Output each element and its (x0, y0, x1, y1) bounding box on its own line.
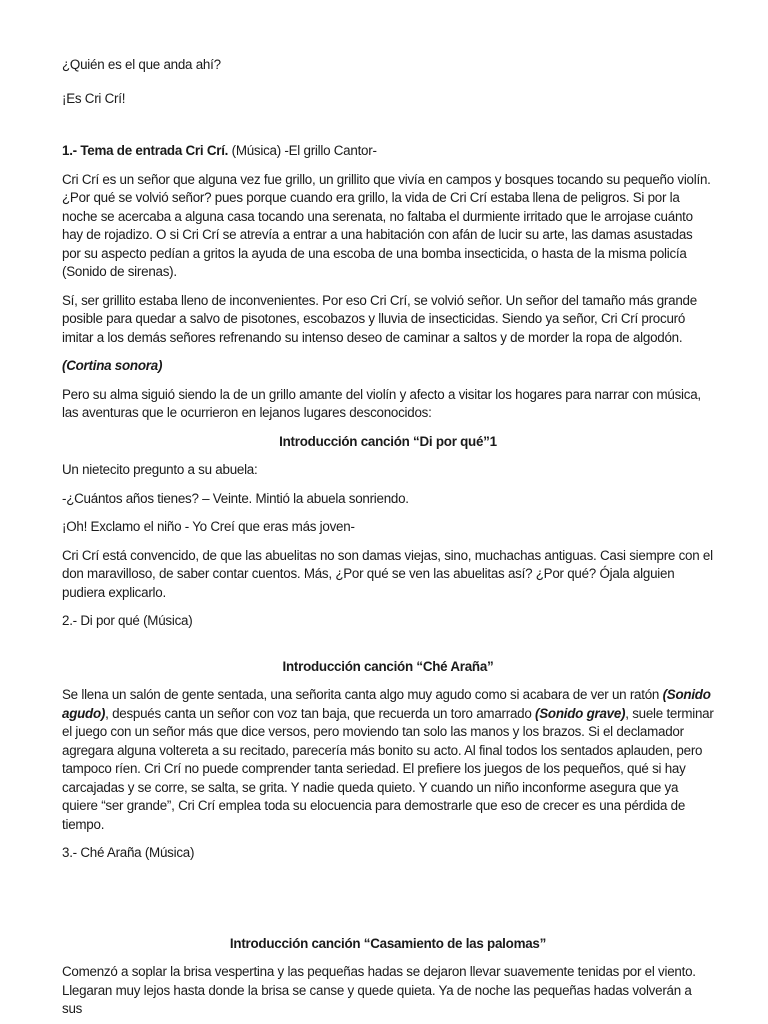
paragraph-grillito: Sí, ser grillito estaba lleno de inconvenientes. Por eso Cri Crí, se volvió señor. Un señor del tamaño más grande posible para quedar a salvo de pisotones, escobazos y lluvia de insecticidas. Siendo ya señor, Cri Crí procuró imitar a los demás señores refrenando su intenso deseo de caminar a saltos y de morder la ropa de algodón. (62, 292, 697, 345)
track-1-title (62, 142, 714, 161)
salon-text-a: Se llena un salón de gente sentada, una señorita canta algo muy agudo como si acabara de ver un ratón (62, 687, 663, 702)
document-page (62, 48, 714, 1019)
paragraph-cuantos-anos: -¿Cuántos años tienes? – Veinte. Mintió la abuela sonriendo. (62, 490, 409, 506)
opening-question: ¿Quién es el que anda ahí? (62, 57, 221, 72)
paragraph-exclamo: ¡Oh! Exclamo el niño - Yo Creí que eras más joven- (62, 519, 355, 534)
track-3-title: 3.- Ché Araña (Música) (62, 845, 195, 860)
paragraph-salon (62, 686, 714, 834)
paragraph-intro-cricri: Cri Crí es un señor que alguna vez fue grillo, un grillito que vivía en campos y bosques tocando su pequeño violín. ¿Por qué se volvió señor? pues porque cuando era grillo, la vida de Cri Crí estaba llena de peligros. Si por la noche se acercaba a alguna casa tocando una serenata, no faltaba el durmiente irritado que le arrojase cuánto hay de rojadizo. O si Cri Crí se atrevía a entrar a una habitación con afán de lucir su arte, las damas asustadas por su aspecto pedían a gritos la ayuda de una escoba de una bomba insecticida, o hasta de la misma policía (Sonido de sirenas). (62, 171, 711, 279)
opening-answer: ¡Es Cri Crí! (62, 90, 126, 106)
salon-text-c: , después canta un señor con voz tan baja, que recuerda un toro amarrado (105, 705, 536, 721)
cortina-sonora: (Cortina sonora) (62, 358, 163, 373)
salon-sonido-grave: (Sonido grave) (535, 705, 626, 721)
salon-text-e: , suele terminar el juego con un señor más que dice versos, pero moviendo tan solo las manos y los brazos. Si el declamador agregara alguna voltereta a su recitado, parecería más bonito su acto. Al final todos los sentados aplauden, pero tampoco ríen. Cri Crí no puede comprender tanta seriedad. El prefiere los juegos de los pequeños, qué si hay carcajadas y se corre, se salta, se grita. Y nadie queda quieto. Y cuando un niño inconforme asegura que ya quiere “ser grande”, Cri Crí emplea toda su elocuencia para demostrarle que eso de crecer es una pérdida de tiempo. (62, 705, 714, 832)
paragraph-abuelitas: Cri Crí está convencido, de que las abuelitas no son damas viejas, sino, muchachas antiguas. Casi siempre con el don maravilloso, de saber contar cuentos. Más, ¿Por qué se ven las abuelitas así? ¿Por qué? Ójala alguien pudiera explicarlo. (62, 547, 713, 600)
track-2-title: 2.- Di por qué (Música) (62, 613, 193, 628)
track-1-title-bold: 1.- Tema de entrada Cri Crí. (62, 143, 229, 158)
heading-di-por-que: Introducción canción “Di por qué”1 (279, 433, 497, 449)
paragraph-alma: Pero su alma siguió siendo la de un grillo amante del violín y afecto a visitar los hogares para narrar con música, las aventuras que le ocurrieron en lejanos lugares desconocidos: (62, 386, 701, 420)
salon-sonido-agudo: (Sonido agudo) (62, 687, 711, 721)
paragraph-nietecito: Un nietecito pregunto a su abuela: (62, 462, 258, 477)
heading-che-arana: Introducción canción “Ché Araña” (282, 658, 494, 674)
heading-casamiento: Introducción canción “Casamiento de las palomas” (229, 935, 547, 951)
track-1-title-rest: (Música) -El grillo Cantor- (228, 143, 377, 158)
paragraph-brisa: Comenzó a soplar la brisa vespertina y las pequeñas hadas se dejaron llevar suavemente tenidas por el viento. Llegaran muy lejos hasta donde la brisa se canse y quede quieta. Ya de noche las pequeñas hadas volverán a sus (62, 964, 696, 1016)
